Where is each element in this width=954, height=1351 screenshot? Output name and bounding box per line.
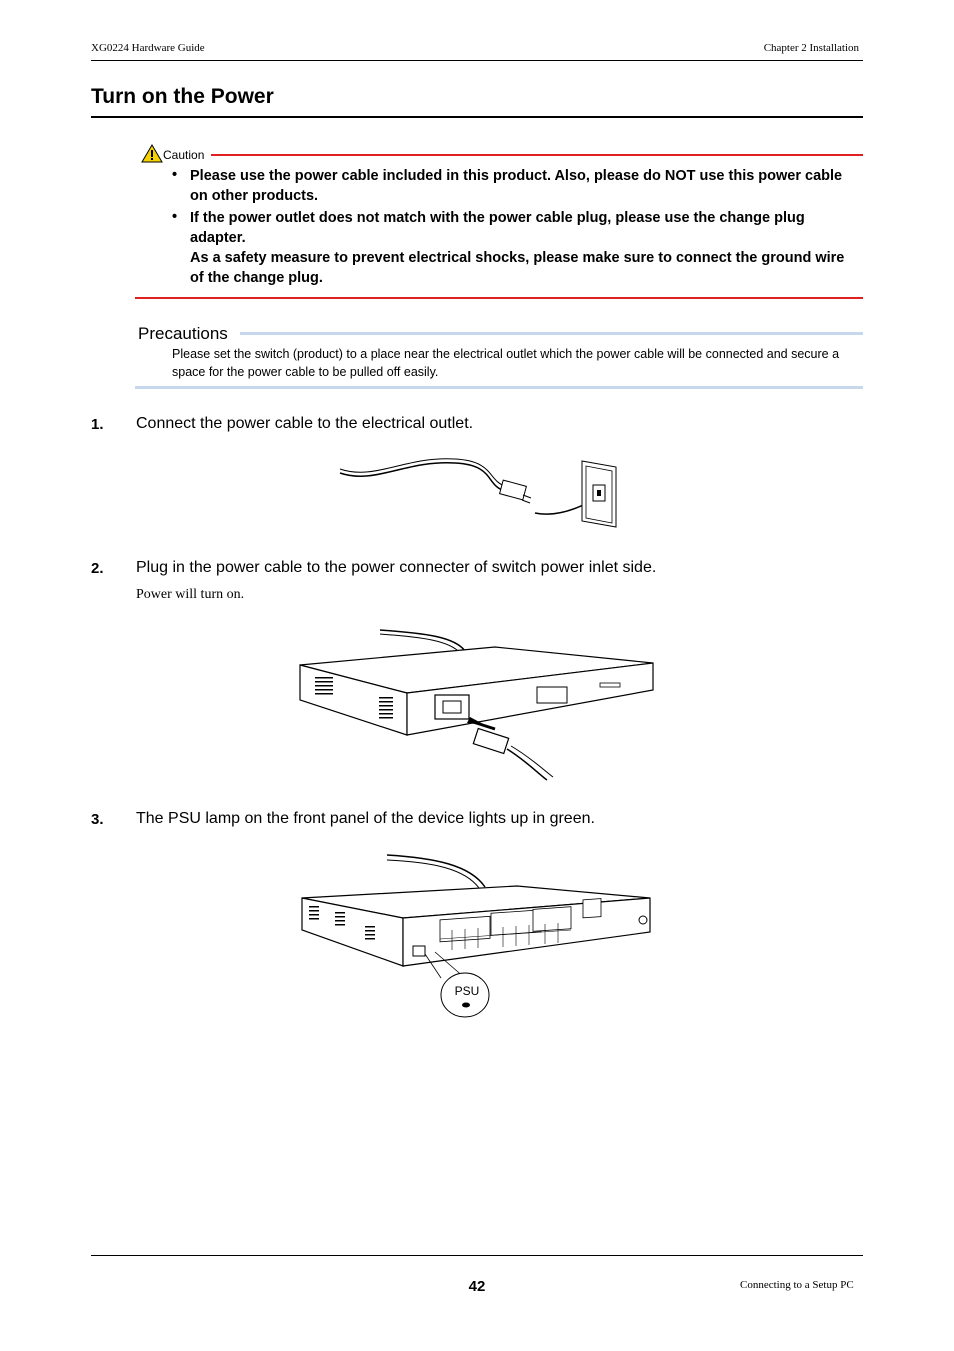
bullet-2-mark: •	[172, 209, 178, 225]
step-2-subtext: Power will turn on.	[136, 587, 245, 602]
step-3-number: 3.	[91, 811, 104, 828]
step-2-number: 2.	[91, 560, 104, 577]
figure-cable-outlet	[335, 455, 625, 535]
step-2-text: Plug in the power cable to the power connecter of switch power inlet side.	[136, 559, 657, 576]
caution-label: Caution	[163, 148, 205, 162]
caution-bullet-2: If the power outlet does not match with the power cable plug, please use the change plug adapter.	[190, 210, 805, 246]
precautions-bottom-rule	[135, 386, 863, 389]
warning-icon	[141, 144, 163, 163]
psu-label: PSU	[454, 984, 480, 998]
title-rule	[91, 116, 863, 118]
figure-switch-power-inlet	[295, 625, 660, 785]
footer-section: Connecting to a Setup PC	[740, 1279, 854, 1291]
caution-bottom-rule	[135, 297, 863, 299]
caution-bullet-1: Please use the power cable included in this product. Also, please do NOT use this power cable on other products.	[190, 168, 843, 204]
page-number: 42	[468, 1278, 486, 1295]
step-1-text: Connect the power cable to the electrical outlet.	[136, 415, 474, 432]
header-doc-title: XG0224 Hardware Guide	[91, 42, 205, 54]
page-title: Turn on the Power	[91, 85, 274, 108]
bullet-1-mark: •	[172, 167, 178, 183]
precautions-text: Please set the switch (product) to a place near the electrical outlet which the power cable will be connected and secure a space for the power cable to be pulled off easily.	[172, 347, 840, 379]
precautions-top-rule	[240, 332, 863, 335]
precautions-title: Precautions	[138, 324, 228, 343]
caution-extra: As a safety measure to prevent electrical shocks, please make sure to connect the ground wire of the change plug.	[190, 250, 845, 286]
caution-top-rule	[211, 154, 863, 156]
footer-rule	[91, 1255, 863, 1256]
step-3-text: The PSU lamp on the front panel of the device lights up in green.	[136, 810, 595, 827]
header-chapter: Chapter 2 Installation	[763, 42, 859, 54]
header-rule	[91, 60, 863, 61]
step-1-number: 1.	[91, 416, 104, 433]
